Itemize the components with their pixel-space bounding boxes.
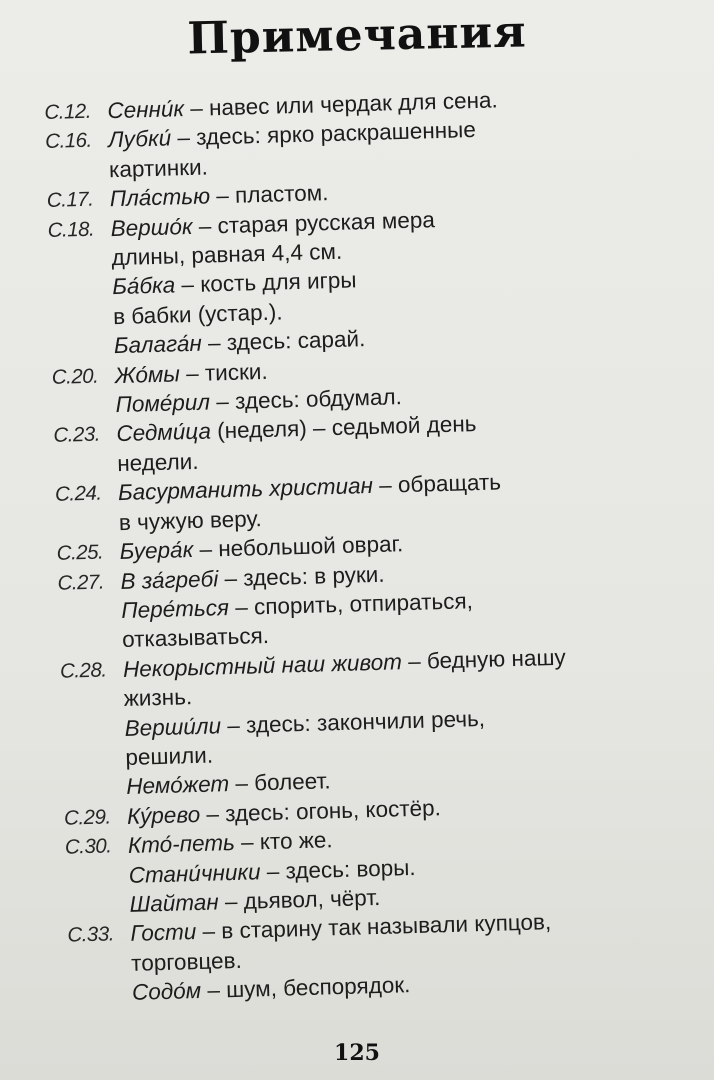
note-definition: – пластом.: [209, 180, 329, 209]
note-definition: – здесь: обдумал.: [209, 384, 403, 415]
note-definition: – здесь: воры.: [260, 854, 416, 884]
note-page-ref: С.16.: [44, 129, 93, 154]
note-term: Пере́ться: [120, 594, 230, 623]
note-continuation: решили.: [125, 742, 214, 770]
note-page-ref: [61, 714, 126, 775]
note-page-ref: [49, 273, 114, 334]
note-term: Поме́рил: [115, 389, 211, 418]
note-term: Лубки́: [107, 125, 172, 153]
notes-list: [44, 80, 709, 1009]
note-continuation: отказываться.: [121, 623, 270, 653]
note-page-ref: [58, 596, 123, 657]
note-term: Седми́ца: [116, 418, 212, 447]
note-page-ref: С.18.: [47, 217, 95, 242]
note-term: Шайтан: [129, 889, 219, 917]
note-page-ref: С.20.: [51, 364, 99, 389]
note-term: Содо́м: [131, 978, 202, 1006]
note-term: Жо́мы: [114, 360, 181, 388]
note-page-ref: [52, 390, 116, 421]
note-page-ref: С.17.: [46, 187, 94, 213]
note-term: В за́гребі: [120, 565, 219, 594]
note-definition: – старая русская мера: [192, 206, 436, 239]
note-continuation: жизнь.: [123, 684, 193, 712]
page-title: Примечания: [186, 6, 528, 65]
note-definition: – тиски.: [179, 358, 269, 386]
note-definition: – здесь: в руки.: [217, 561, 385, 591]
note-continuation: торговцев.: [130, 947, 243, 976]
page-number: 125: [334, 1040, 380, 1066]
note-definition: – кто же.: [234, 827, 333, 856]
note-continuation: в чужую веру.: [118, 505, 263, 535]
note-term: Немо́жет: [125, 771, 230, 800]
note-term: Стани́чники: [128, 858, 261, 888]
note-definition: – здесь: огонь, костёр.: [199, 794, 442, 827]
note-definition: – здесь: сарай.: [201, 326, 366, 356]
note-page-ref: С.12.: [44, 99, 92, 124]
note-term: Ку́рево: [126, 801, 201, 829]
note-continuation: длины, равная 4,4 см.: [111, 238, 343, 271]
note-term: Ба́бка: [111, 272, 176, 300]
note-page-ref: С.30.: [64, 834, 112, 859]
note-definition: – обращать: [372, 469, 502, 499]
note-page-ref: [51, 331, 115, 362]
note-term: Вершо́к: [110, 213, 193, 241]
note-page-ref: [65, 861, 129, 892]
note-term: Кто́-петь: [127, 830, 236, 859]
note-page-ref: С.33.: [67, 922, 115, 948]
note-definition: – здесь: ярко раскрашенные: [170, 117, 477, 151]
note-definition: – спорить, отпираться,: [228, 588, 474, 620]
note-definition: – болеет.: [228, 768, 331, 797]
note-term: Басурманить христиан: [117, 473, 374, 506]
note-definition: (неделя) – седьмой день: [210, 411, 477, 444]
note-continuation: картинки.: [108, 154, 209, 183]
note-page-ref: С.23.: [53, 423, 101, 448]
note-term: Гости: [130, 919, 197, 947]
note-page-ref: С.28.: [59, 658, 107, 683]
note-page-ref: С.29.: [63, 805, 111, 830]
note-page-ref: [69, 978, 133, 1009]
note-term: Сенни́к: [107, 96, 185, 124]
note-page-ref: [63, 772, 127, 803]
note-definition: – небольшой овраг.: [192, 531, 404, 563]
note-continuation: недели.: [116, 448, 199, 476]
note-term: Балага́н: [113, 330, 203, 359]
note-definition: – дьявол, чёрт.: [218, 884, 381, 915]
note-term: Буера́к: [119, 537, 194, 565]
note-term: Верши́ли: [124, 712, 222, 741]
note-continuation: в бабки (устар.).: [112, 299, 283, 329]
note-term: Пла́стью: [109, 183, 211, 212]
note-page-ref: С.24.: [54, 481, 102, 507]
note-definition: – шум, беспорядок.: [200, 972, 411, 1004]
note-definition: – кость для игры: [174, 267, 357, 298]
note-page-ref: С.25.: [56, 540, 104, 565]
note-page-ref: С.27.: [57, 570, 105, 595]
note-definition: – навес или чердак для сена.: [183, 87, 499, 122]
note-term: Некорыстный наш живот: [122, 648, 403, 682]
note-definition: – в старину так называли купцов,: [195, 909, 552, 945]
note-definition: – здесь: закончили речь,: [220, 705, 486, 738]
note-definition: – бедную нашу: [401, 644, 567, 674]
note-page-ref: [66, 890, 130, 921]
